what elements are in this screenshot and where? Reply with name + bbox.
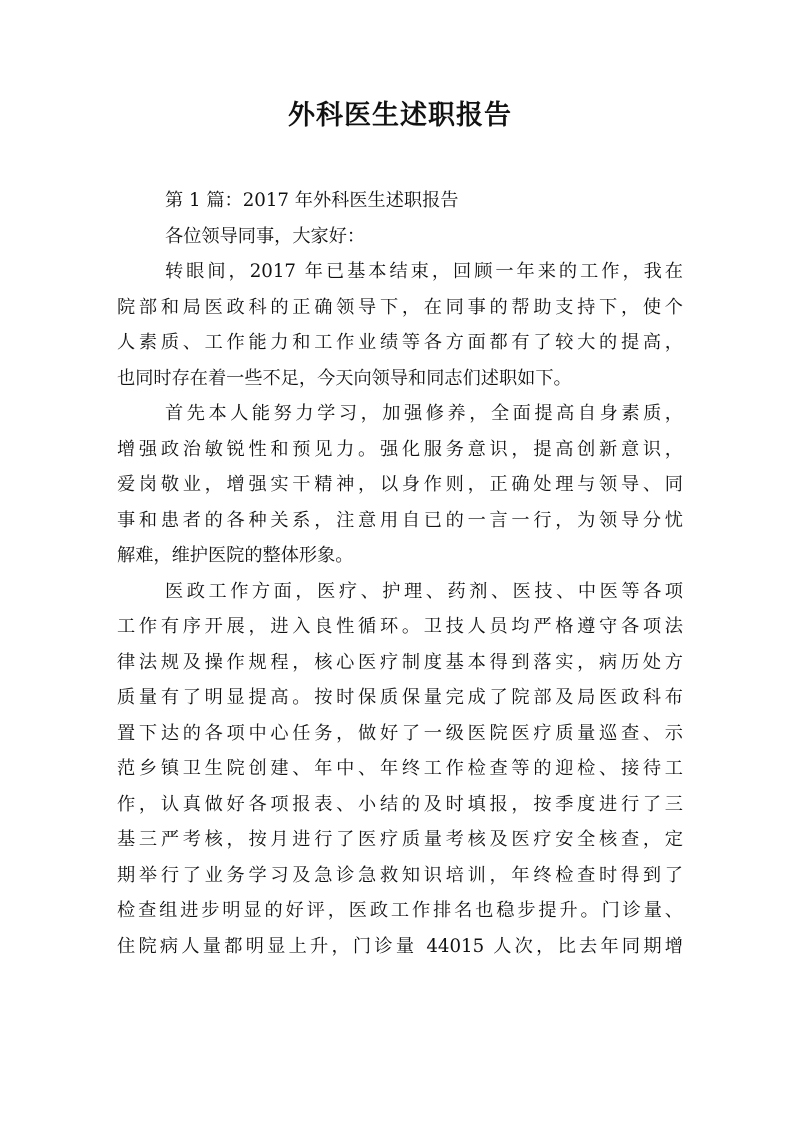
paragraph-3-line: 检查组进步明显的好评，医政工作排名也稳步提升。门诊量、 (117, 900, 683, 921)
paragraph-2-line: 首先本人能努力学习，加强修养，全面提高自身素质， (165, 403, 683, 424)
document-body (117, 183, 683, 964)
paragraph-1-line: 转眼间，2017 年已基本结束，回顾一年来的工作，我在 (165, 261, 683, 282)
paragraph-3-line: 置下达的各项中心任务，做好了一级医院医疗质量巡查、示 (117, 722, 683, 744)
paragraph-3-line: 医政工作方面，医疗、护理、药剂、医技、中医等各项 (165, 580, 683, 602)
paragraph-3-line: 基三严考核，按月进行了医疗质量考核及医疗安全核查，定 (117, 829, 683, 850)
paragraph-1-line: 人素质、工作能力和工作业绩等各方面都有了较大的提高， (117, 332, 683, 353)
paragraph-2-line: 事和患者的各种关系，注意用自已的一言一行，为领导分忧 (117, 509, 683, 531)
salutation: 各位领导同事，大家好： (165, 225, 366, 247)
paragraph-2-line: 解难，维护医院的整体形象。 (117, 545, 354, 566)
paragraph-3-line: 工作有序开展，进入良性循环。卫技人员均严格遵守各项法 (117, 616, 683, 637)
paragraph-3-line: 范乡镇卫生院创建、年中、年终工作检查等的迎检、接待工 (117, 758, 683, 779)
section-heading: 第 1 篇：2017 年外科医生述职报告 (165, 190, 459, 211)
paragraph-3-line: 质量有了明显提高。按时保质保量完成了院部及局医政科布 (117, 687, 683, 708)
paragraph-2-line: 爱岗敬业，增强实干精神，以身作则，正确处理与领导、同 (117, 474, 683, 495)
paragraph-2-line: 增强政治敏锐性和预见力。强化服务意识，提高创新意识， (117, 438, 683, 460)
paragraph-3-line: 律法规及操作规程，核心医疗制度基本得到落实，病历处方 (117, 651, 683, 673)
paragraph-3-line: 期举行了业务学习及急诊急救知识培训，年终检查时得到了 (117, 864, 683, 886)
paragraph-3-line: 作，认真做好各项报表、小结的及时填报，按季度进行了三 (117, 793, 683, 815)
paragraph-3-line: 住院病人量都明显上升，门诊量 44015 人次，比去年同期增 (117, 935, 683, 957)
paragraph-1-line: 院部和局医政科的正确领导下，在同事的帮助支持下，使个 (117, 296, 683, 318)
paragraph-1-line: 也同时存在着一些不足，今天向领导和同志们述职如下。 (117, 367, 572, 389)
document-title: 外科医生述职报告 (288, 100, 512, 131)
